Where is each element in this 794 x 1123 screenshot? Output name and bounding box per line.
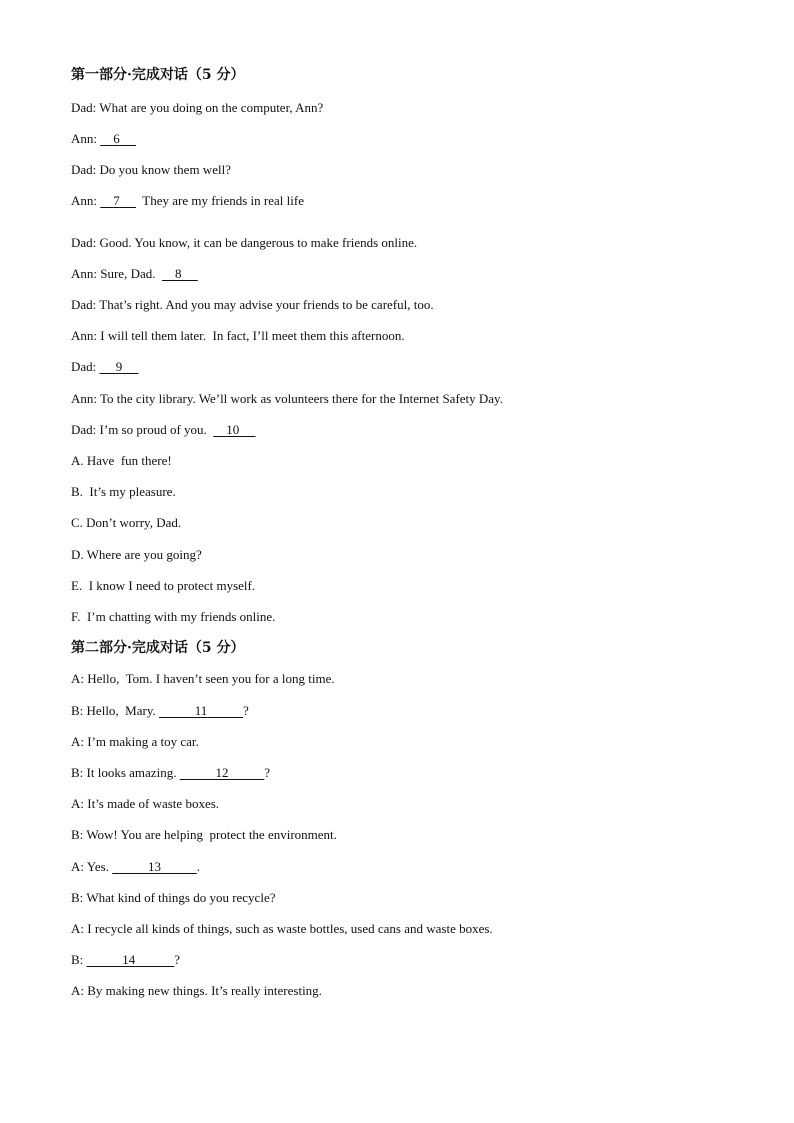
- speaker: A:: [71, 983, 84, 998]
- speaker: A:: [71, 734, 84, 749]
- speaker: A:: [71, 796, 84, 811]
- answer-blank: [159, 703, 243, 719]
- speaker: Dad:: [71, 297, 97, 312]
- part1-heading: 第一部分·完成对话（5 分）: [71, 67, 245, 83]
- utterance-pre: It looks amazing.: [86, 765, 180, 780]
- utterance-pre: Hello, Mary.: [86, 703, 159, 718]
- utterance: To the city library. We’ll work as volunteers there for the Internet Safety Day.: [100, 391, 503, 406]
- blank-number: 14: [122, 952, 136, 967]
- dialogue-line: [71, 193, 304, 209]
- utterance: It’s made of waste boxes.: [87, 796, 220, 811]
- dialogue-line: [71, 890, 275, 906]
- utterance: Good. You know, it can be dangerous to make friends online.: [99, 235, 418, 250]
- dialogue-line: [71, 952, 180, 968]
- utterance: What are you doing on the computer, Ann?: [99, 100, 324, 115]
- speaker: A:: [71, 671, 84, 686]
- blank-number: 9: [115, 359, 123, 374]
- speaker: Ann:: [71, 391, 97, 406]
- utterance-post: They are my friends in real life: [139, 193, 304, 208]
- blank-number: 12: [215, 765, 229, 780]
- answer-option: D. Where are you going?: [71, 547, 202, 562]
- speaker: A:: [71, 859, 84, 874]
- utterance: Do you know them well?: [99, 162, 231, 177]
- blank-number: 13: [147, 859, 161, 874]
- dialogue-line: [71, 422, 256, 438]
- answer-option: C. Don’t worry, Dad.: [71, 515, 182, 530]
- answer-blank: [112, 859, 197, 875]
- answer-blank: [213, 422, 255, 438]
- dialogue-line: [71, 297, 434, 313]
- speaker: B:: [71, 890, 84, 905]
- utterance: Wow! You are helping protect the environment.: [86, 827, 337, 842]
- answer-blank: [100, 193, 136, 209]
- dialogue-line: [71, 266, 198, 282]
- utterance: What kind of things do you recycle?: [86, 890, 276, 905]
- speaker: Ann:: [71, 266, 97, 281]
- speaker: A:: [71, 921, 84, 936]
- speaker: B:: [71, 765, 84, 780]
- blank-number: 6: [113, 131, 120, 146]
- dialogue-line: [71, 162, 231, 178]
- dialogue-line: [71, 921, 493, 937]
- utterance-post: ?: [243, 703, 249, 718]
- speaker: Dad:: [71, 162, 97, 177]
- utterance-post: ?: [264, 765, 270, 780]
- dialogue-line: [71, 765, 270, 781]
- answer-option: F. I’m chatting with my friends online.: [71, 609, 276, 624]
- speaker: Ann:: [71, 131, 97, 146]
- utterance-post: .: [196, 859, 200, 874]
- speaker: Ann:: [71, 193, 97, 208]
- answer-blank: [100, 131, 136, 147]
- dialogue-line: [71, 100, 323, 116]
- speaker: B:: [71, 827, 84, 842]
- dialogue-line: [71, 391, 503, 407]
- utterance: By making new things. It’s really interesting.: [87, 983, 322, 998]
- speaker: Dad:: [71, 235, 97, 250]
- utterance-post: ?: [174, 952, 181, 967]
- dialogue-line: [71, 859, 200, 875]
- utterance: That’s right. And you may advise your friends to be careful, too.: [99, 297, 434, 312]
- speaker: Dad:: [71, 100, 97, 115]
- utterance: I’m making a toy car.: [87, 734, 199, 749]
- dialogue-line: [71, 796, 219, 812]
- dialogue-line: [71, 983, 322, 999]
- dialogue-line: [71, 235, 417, 251]
- utterance-pre: Yes.: [86, 859, 113, 874]
- utterance: Hello, Tom. I haven’t seen you for a long time.: [87, 671, 335, 686]
- blank-number: 10: [226, 422, 240, 437]
- answer-option: A. Have fun there!: [71, 453, 172, 468]
- answer-blank: [100, 359, 139, 375]
- answer-blank: [87, 952, 175, 968]
- blank-number: 8: [175, 266, 182, 281]
- answer-blank: [180, 765, 265, 781]
- answer-blank: [162, 266, 198, 282]
- dialogue-line: [71, 131, 136, 147]
- blank-number: 7: [113, 193, 120, 208]
- part2-heading: 第二部分·完成对话（5 分）: [71, 640, 245, 656]
- speaker: Dad:: [71, 359, 97, 374]
- blank-number: 11: [194, 703, 208, 718]
- dialogue-line: [71, 734, 199, 750]
- dialogue-line: [71, 328, 405, 344]
- dialogue-line: [71, 827, 337, 843]
- utterance: I recycle all kinds of things, such as waste bottles, used cans and waste boxes.: [87, 921, 493, 936]
- answer-option: E. I know I need to protect myself.: [71, 578, 256, 593]
- speaker: Ann:: [71, 328, 97, 343]
- dialogue-line: [71, 703, 249, 719]
- utterance-pre: Sure, Dad.: [100, 266, 159, 281]
- answer-option: B. It’s my pleasure.: [71, 484, 176, 499]
- dialogue-line: [71, 359, 139, 375]
- utterance: I will tell them later. In fact, I’ll meet them this afternoon.: [100, 328, 405, 343]
- speaker: B:: [71, 952, 84, 967]
- utterance-pre: I’m so proud of you.: [99, 422, 211, 437]
- speaker: B:: [71, 703, 84, 718]
- speaker: Dad:: [71, 422, 97, 437]
- dialogue-line: [71, 671, 335, 687]
